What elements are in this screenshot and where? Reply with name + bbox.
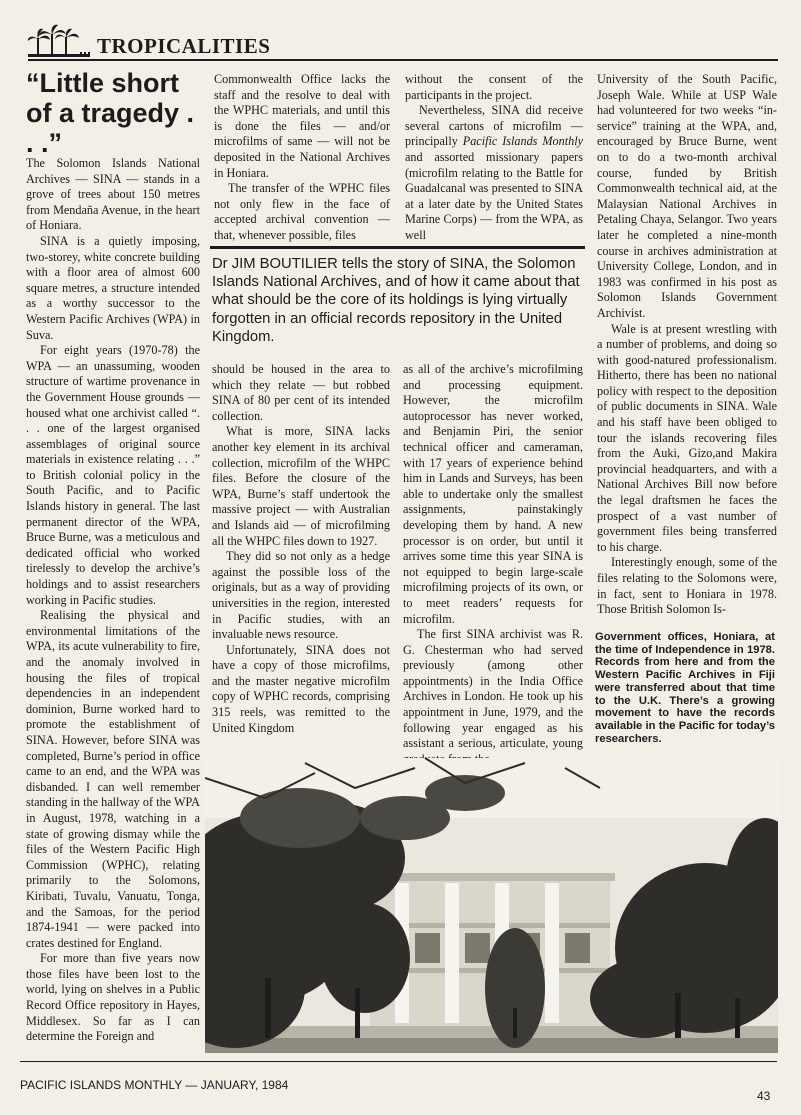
paragraph: Interestingly enough, some of the files relating to the Solomons were, in fact, sent to Honiara in 1978. Those British Solomon Is- <box>597 555 777 617</box>
paragraph: SINA is a quietly imposing, two-storey, white concrete building with a floor area of almost 600 square metres, a structure intended as a worthy successor to the Western Pacific Archives (WPA) in Suva. <box>26 233 200 342</box>
palm-trees-icon <box>28 24 90 58</box>
paragraph: University of the South Pacific, Joseph Wale. While at USP Wale had volunteered for two weeks “in-service” training at the WPA, and, encouraged by Bruce Burne, went on to do a two-month archival course, funded by British Commonwealth technical aid, at the Malaysian National Archives in Petaling Chaya, Selangor. Two years later he completed a nine-month course in archives administration at University College, London, and in 1983 was confirmed in his post as Solomon Islands Government Archivist. <box>597 72 777 320</box>
paragraph: without the consent of the participants in the project. <box>405 72 583 102</box>
column-2-bottom <box>212 362 390 736</box>
header-rule <box>28 59 778 61</box>
paragraph: For eight years (1970-78) the WPA — an unassuming, wooden structure of wartime provenance in the Government House grounds — housed what one archivist called “. . . one of the largest organised assemblages of original source materials in existence relating . . .” to British colonial policy in the South Pacific, and to Pacific Islands history in general. The last permanent director of the WPA, Bruce Burne, was a meticulous and dedicated official who worked tirelessly to develop the archive’s holdings and to assist researchers working in Pacific studies. <box>26 343 200 607</box>
paragraph: The first SINA archivist was R. G. Chesterman who had served previously (among other appointments) in the India Office Archives in London. He took up his appointment in June, 1979, and the following year engaged as his assistant a serious, articulate, young <box>403 627 583 751</box>
footer-publication: PACIFIC ISLANDS MONTHLY — JANUARY, 1984 <box>20 1078 289 1092</box>
paragraph: should be housed in the area to which they relate — but robbed SINA of 80 per cent of its intended collection. <box>212 362 390 423</box>
photo-caption: Government offices, Honiara, at the time of Independence in 1978. Records from here and from the Western Pacific Archives in Fiji were transferred about that time to the U.K. There’s a growing movement to have the records available in the Pacific for today’s researchers. <box>595 631 775 745</box>
paragraph: as all of the archive’s microfilming and processing equipment. However, the microfilm autoprocessor has never worked, and Benjamin Piri, the senior technical officer and cameraman, with 17 years of experience behind him in Lands and Surveys, has been able to undertake only the smallest assignments, painstakingly developing them by hand. A new processor is on order, but until it arrives some time this year SINA is not equipped to begin large-scale microfilming projects of its own, or to meet readers’ requests for microfilm. <box>403 362 583 626</box>
paragraph: Commonwealth Office lacks the staff and the resolve to deal with the WPHC materials, and until this is done the files — and/or microfilms of same — will not be deposited in the National Archives in Honiara. <box>214 72 390 180</box>
column-2-top <box>214 72 390 244</box>
column-3-top <box>405 72 583 244</box>
paragraph: They did so not only as a hedge against the possible loss of the originals, but as a way of providing universities in the region, interested in Pacific studies, with an invaluable news resource. <box>212 549 390 642</box>
pullquote-rule <box>210 246 585 249</box>
column-3-bottom <box>403 362 583 767</box>
paragraph: The transfer of the WPHC files not only flew in the face of accepted archival convention — that, whenever possible, files <box>214 181 390 242</box>
paragraph: Unfortunately, SINA does not have a copy of those microfilms, and the master negative microfilm copy of WPHC records, comprising 315 reels, was remitted to the United Kingdom <box>212 642 390 735</box>
text-run: and assorted missionary papers (microfilm relating to the Battle for Guadalcanal was presented to SINA at a later date by the United States Marine Corps) — from the WPA, as well <box>405 149 583 242</box>
paragraph: Realising the physical and environmental limitations of the WPA, its acute vulnerability to fire, and the anomaly involved in housing the files of tropical dependencies in an independent dominion, Burne worked hard to promote the establishment of SINA. However, before SINA was completed, Burne’s period in office came to an end, and the WPA was disbanded. I can well remember standing in the hallway of the WPA in August, 1978, watching in a state of growing dismay while the files of the Western Pacific High Commission (WPHC), relating primarily to the Solomons, Kiribati, Tuvalu, Vanuatu, Tonga, and the Samoas, for the period 1874-1941 — were packed into crates destined for England. <box>26 608 200 950</box>
paragraph: The Solomon Islands National Archives — SINA — stands in a grove of trees about 150 metres from Mendaña Avenue, in the heart of Honiara. <box>26 156 200 233</box>
government-offices-photo <box>205 758 778 1053</box>
paragraph: Wale is at present wrestling with a number of problems, and doing so with good-natured professionalism. Hitherto, there has been no national policy with respect to the deposition of public documents in SINA. Wale and his staff have been obliged to tour the islands recovering files from the Auki, Gizo,and Makira provincial headquarters, and with a National Archives Bill now before the legal draftsmen he faces the prospect of a vast number of government files being transferred to his charge. <box>597 321 777 554</box>
paragraph <box>405 103 583 243</box>
pullquote: Dr JIM BOUTILIER tells the story of SINA, the Solomon Islands National Archives, and of how it came about that what should be the core of its holdings is lying virtually forgotten in an official records repository in the United Kingdom. <box>212 256 580 345</box>
italic-title: Pacific Islands Monthly <box>462 134 583 149</box>
column-4 <box>597 72 777 618</box>
paragraph: What is more, SINA lacks another key element in its archival collection, microfilm of the WHPC files. Before the closure of the WPA, Burne’s staff undertook the massive project — with Australian and Islands aid — of microfilming all the WHPC files down to 1927. <box>212 424 390 548</box>
headline: “Little short of a tragedy . . .” <box>26 68 195 159</box>
footer-rule <box>20 1061 777 1062</box>
text-run: Nevertheless, SINA did receive several cartons of microfilm — principally <box>405 103 583 149</box>
paragraph: For more than five years now those files have been lost to the world, lying on shelves in a Public Record Office repository in Hayes, Middlesex. So far as I can determine the Foreign and <box>26 951 200 1044</box>
column-1 <box>26 156 200 1045</box>
page-number: 43 <box>757 1089 771 1103</box>
section-title: TROPICALITIES <box>97 34 271 58</box>
